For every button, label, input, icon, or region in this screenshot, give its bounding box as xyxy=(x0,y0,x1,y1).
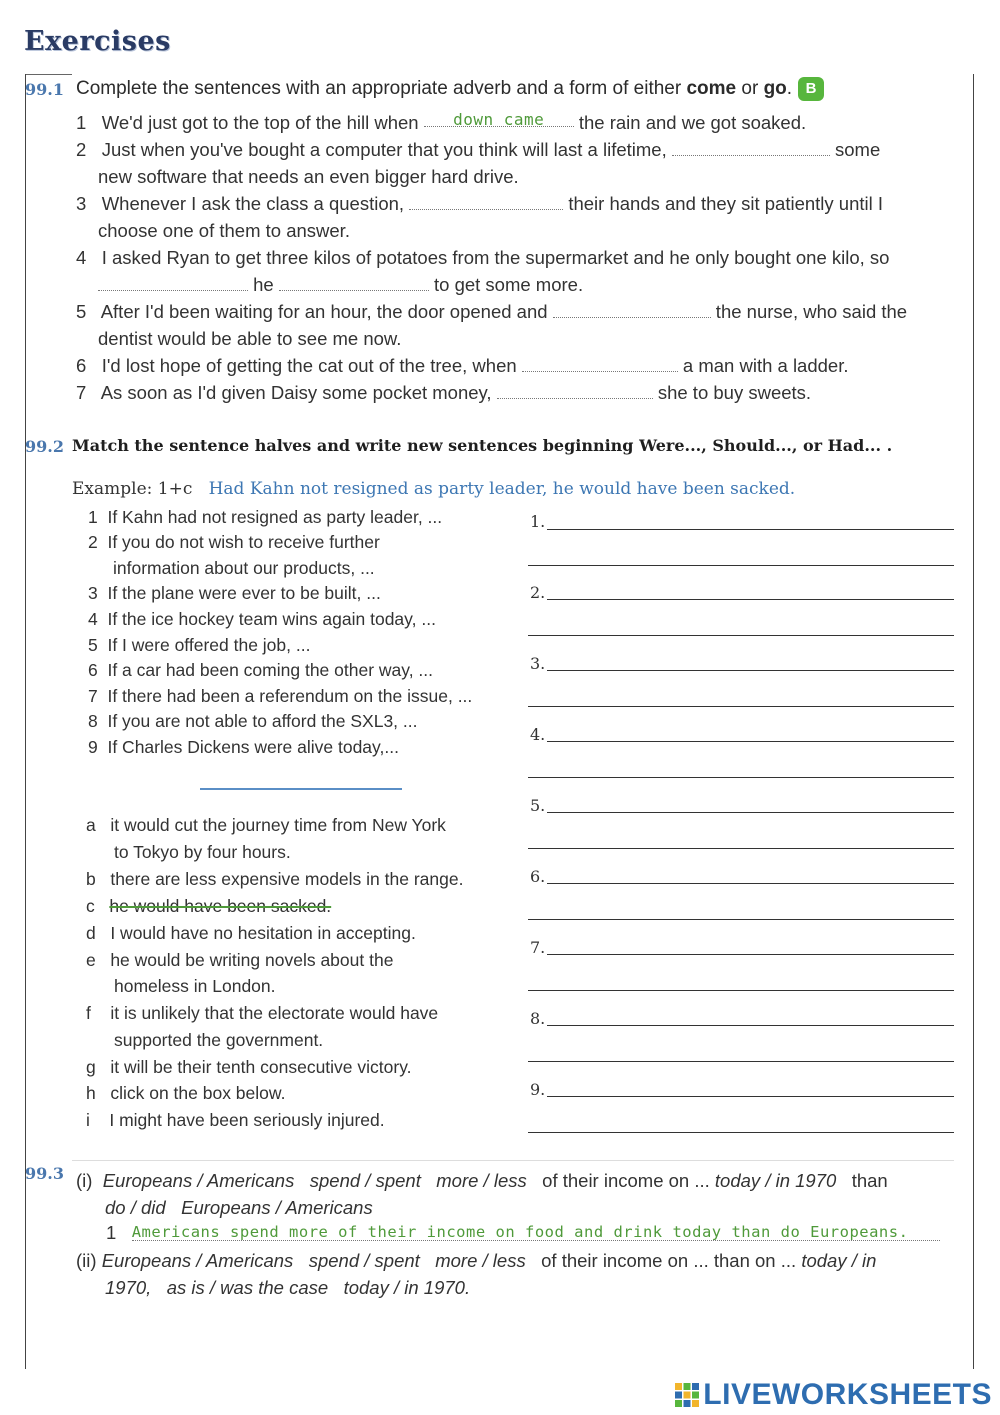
answer-i-line xyxy=(106,1222,940,1244)
exercise-number-99-1: 99.1 xyxy=(25,80,64,99)
sentence-3-cont: choose one of them to answer. xyxy=(98,220,350,241)
item-number: 5 xyxy=(88,635,98,655)
sentence-text: their hands and they sit patiently until I xyxy=(563,193,884,214)
sentence-text: to get some more. xyxy=(428,274,584,295)
answer-blank[interactable] xyxy=(409,195,563,210)
answer-blank[interactable] xyxy=(424,112,574,127)
item-letter: d xyxy=(86,923,96,943)
item-letter: b xyxy=(86,869,96,889)
page-title: Exercises xyxy=(24,26,171,57)
item-text: I might have been seriously injured. xyxy=(109,1110,385,1130)
prompt-text: of their income on ... xyxy=(542,1170,710,1191)
answer-line[interactable] xyxy=(547,954,954,955)
list-item xyxy=(86,896,331,917)
heading-text: Complete the sentences with an appropriate adverb and a form of either xyxy=(76,78,687,99)
sentence-3 xyxy=(76,193,883,215)
sentence-text: some xyxy=(829,139,881,160)
list-item xyxy=(86,869,463,890)
list-item xyxy=(88,635,310,656)
list-item xyxy=(86,815,446,836)
exercise-number-99-2: 99.2 xyxy=(25,437,64,456)
prompt-ii-line-2 xyxy=(105,1277,470,1299)
sentence-1 xyxy=(76,112,806,134)
example-line xyxy=(72,479,795,499)
answer-blank[interactable] xyxy=(672,141,830,156)
list-item xyxy=(88,711,418,732)
prompt-i-line-2 xyxy=(105,1197,373,1219)
answer-number: 9. xyxy=(530,1080,546,1099)
item-text: If you are not able to afford the SXL3, ... xyxy=(107,711,418,731)
answer-line[interactable] xyxy=(547,812,954,813)
exercise-number-99-3: 99.3 xyxy=(25,1164,64,1183)
item-letter: g xyxy=(86,1057,96,1077)
list-item xyxy=(88,737,399,758)
list-item xyxy=(88,686,472,707)
prompt-choice: more / less xyxy=(436,1170,527,1191)
list-item xyxy=(86,950,393,971)
sentence-text: Just when you've bought a computer that you think will last a lifetime, xyxy=(101,139,672,160)
prompt-ii-line-1 xyxy=(76,1250,876,1272)
exercise-heading-99-2: Match the sentence halves and write new sentences beginning Were..., Should..., or Had... . xyxy=(72,436,893,455)
prompt-choice: as is / was the case xyxy=(166,1277,329,1298)
answer-line[interactable] xyxy=(547,529,954,530)
prompt-choice: spend / spent xyxy=(309,1170,421,1191)
item-text: If Charles Dickens were alive today,... xyxy=(107,737,399,757)
logo-text: LIVEWORKSHEETS xyxy=(703,1378,992,1411)
logo-grid-icon xyxy=(675,1381,699,1405)
item-text: it would cut the journey time from New York xyxy=(110,815,446,835)
item-text: it will be their tenth consecutive victory. xyxy=(110,1057,412,1077)
item-letter: f xyxy=(86,1003,91,1023)
prompt-choice: Europeans / Americans xyxy=(101,1250,294,1271)
heading-come: come xyxy=(686,78,737,99)
list-item xyxy=(86,923,416,944)
item-number: 1 xyxy=(88,507,98,527)
list-item xyxy=(86,1003,438,1024)
handwritten-answer: down came xyxy=(453,110,545,129)
answer-line[interactable] xyxy=(547,599,954,600)
answer-blank[interactable] xyxy=(497,384,653,399)
answer-line[interactable] xyxy=(528,848,954,849)
item-text: If a car had been coming the other way, ... xyxy=(107,660,434,680)
item-text: If you do not wish to receive further xyxy=(107,532,380,552)
sentence-text: I asked Ryan to get three kilos of potatoes from the supermarket and he only bought one kilo, so xyxy=(101,247,890,268)
sentence-text: the nurse, who said the xyxy=(710,301,908,322)
item-letter: a xyxy=(86,815,96,835)
example-answer: Had Kahn not resigned as party leader, he would have been sacked. xyxy=(208,479,796,499)
item-text: click on the box below. xyxy=(110,1083,286,1103)
item-number: 4 xyxy=(76,247,87,268)
list-item xyxy=(88,532,380,553)
answer-number: 1. xyxy=(530,512,546,531)
divider xyxy=(25,74,72,75)
prompt-choice: 1970, xyxy=(105,1277,152,1298)
sentence-5 xyxy=(76,301,907,323)
answer-number: 4. xyxy=(530,725,546,744)
answer-line[interactable] xyxy=(547,741,954,742)
heading-or: or xyxy=(736,78,764,99)
item-number: 7 xyxy=(88,686,98,706)
item-letter: h xyxy=(86,1083,96,1103)
item-text: If the plane were ever to be built, ... xyxy=(107,583,381,603)
prompt-choice: spend / spent xyxy=(308,1250,420,1271)
sentence-text: As soon as I'd given Daisy some pocket money, xyxy=(100,382,497,403)
list-item xyxy=(88,660,433,681)
answer-number: 6. xyxy=(530,867,546,886)
answer-blank[interactable] xyxy=(132,1222,940,1241)
item-number: 5 xyxy=(76,301,87,322)
item-text: he would be writing novels about the xyxy=(110,950,394,970)
answer-blank[interactable] xyxy=(553,303,711,318)
answer-line[interactable] xyxy=(528,1061,954,1062)
divider xyxy=(72,1160,954,1161)
answer-blank[interactable] xyxy=(98,276,248,291)
answer-number: 7. xyxy=(530,938,546,957)
list-item: information about our products, ... xyxy=(113,558,375,578)
prompt-choice: today / in xyxy=(801,1250,877,1271)
answer-line[interactable] xyxy=(528,565,954,566)
prompt-choice: in 1970. xyxy=(404,1277,471,1298)
answer-number: 2. xyxy=(530,583,546,602)
item-text: If there had been a referendum on the issue, ... xyxy=(107,686,473,706)
item-text: it is unlikely that the electorate would have xyxy=(110,1003,439,1023)
heading-go: go xyxy=(763,78,787,99)
prompt-choice: Europeans / Americans xyxy=(181,1197,373,1218)
sentence-2-cont: new software that needs an even bigger hard drive. xyxy=(98,166,519,187)
sentence-2 xyxy=(76,139,880,161)
item-text: If I were offered the job, ... xyxy=(107,635,311,655)
sentence-text: Whenever I ask the class a question, xyxy=(101,193,410,214)
level-badge: B xyxy=(798,77,824,101)
sentence-4-cont xyxy=(98,274,583,296)
item-number: 1 xyxy=(106,1222,117,1243)
list-item xyxy=(86,1083,285,1104)
item-text: there are less expensive models in the range. xyxy=(110,869,464,889)
item-number: 4 xyxy=(88,609,98,629)
answer-line[interactable] xyxy=(547,670,954,671)
item-number: 8 xyxy=(88,711,98,731)
prompt-text: than xyxy=(851,1170,888,1191)
list-item xyxy=(88,583,381,604)
item-number: 9 xyxy=(88,737,98,757)
prompt-label: (ii) xyxy=(76,1250,97,1271)
item-text: If the ice hockey team wins again today, ... xyxy=(107,609,436,629)
list-item xyxy=(86,1110,385,1131)
prompt-choice: today / in 1970 xyxy=(714,1170,837,1191)
item-number: 7 xyxy=(76,382,87,403)
sentence-text: he xyxy=(248,274,279,295)
item-number: 6 xyxy=(88,660,98,680)
prompt-i-line-1 xyxy=(76,1170,888,1192)
sentence-text: We'd just got to the top of the hill when xyxy=(101,112,424,133)
item-text: If Kahn had not resigned as party leader, ... xyxy=(107,507,443,527)
item-number: 3 xyxy=(76,193,87,214)
liveworksheets-logo xyxy=(675,1378,992,1412)
item-number: 6 xyxy=(76,355,87,376)
sentence-4 xyxy=(76,247,889,269)
answer-blank[interactable] xyxy=(279,276,429,291)
answer-number: 3. xyxy=(530,654,546,673)
answer-number: 5. xyxy=(530,796,546,815)
prompt-label: (i) xyxy=(76,1170,93,1191)
answer-line[interactable] xyxy=(547,1025,954,1026)
sentence-text: I'd lost hope of getting the cat out of the tree, when xyxy=(101,355,522,376)
item-number: 1 xyxy=(76,112,87,133)
item-number: 2 xyxy=(76,139,87,160)
prompt-choice: more / less xyxy=(435,1250,526,1271)
handwritten-answer: Americans spend more of their income on food and drink today than do Europeans. xyxy=(131,1223,909,1241)
sentence-6 xyxy=(76,355,849,377)
answer-blank[interactable] xyxy=(522,357,678,372)
prompt-choice: Europeans / Americans xyxy=(102,1170,295,1191)
sentence-5-cont: dentist would be able to see me now. xyxy=(98,328,402,349)
answer-line[interactable] xyxy=(528,777,954,778)
item-letter: i xyxy=(86,1110,90,1130)
answer-line[interactable] xyxy=(528,706,954,707)
sentence-text: she to buy sweets. xyxy=(652,382,812,403)
prompt-choice: today / xyxy=(343,1277,400,1298)
sentence-text: the rain and we got soaked. xyxy=(573,112,807,133)
answer-line[interactable] xyxy=(547,1096,954,1097)
list-item: to Tokyo by four hours. xyxy=(114,842,291,862)
sentence-text: After I'd been waiting for an hour, the door opened and xyxy=(100,301,553,322)
prompt-text: of their income on ... than on ... xyxy=(541,1250,797,1271)
prompt-choice: do / did xyxy=(105,1197,166,1218)
list-item xyxy=(88,507,442,528)
separator-line xyxy=(200,788,402,790)
right-border xyxy=(973,74,974,1369)
list-item xyxy=(86,1057,412,1078)
list-item: supported the government. xyxy=(114,1030,324,1050)
list-item: homeless in London. xyxy=(114,976,276,996)
answer-line[interactable] xyxy=(528,990,954,991)
example-label: Example: 1+c xyxy=(72,479,193,499)
item-number: 2 xyxy=(88,532,98,552)
item-letter: c xyxy=(86,896,95,916)
answer-line[interactable] xyxy=(528,635,954,636)
list-item xyxy=(88,609,436,630)
item-number: 3 xyxy=(88,583,98,603)
sentence-7 xyxy=(76,382,811,404)
answer-line[interactable] xyxy=(528,919,954,920)
sentence-text: a man with a ladder. xyxy=(677,355,849,376)
exercise-heading-99-1 xyxy=(76,77,824,101)
answer-line[interactable] xyxy=(547,883,954,884)
item-text: I would have no hesitation in accepting. xyxy=(110,923,416,943)
item-letter: e xyxy=(86,950,96,970)
item-text-struck: he would have been sacked. xyxy=(109,896,332,916)
heading-end: . xyxy=(786,78,793,99)
answer-number: 8. xyxy=(530,1009,546,1028)
answer-line[interactable] xyxy=(528,1132,954,1133)
